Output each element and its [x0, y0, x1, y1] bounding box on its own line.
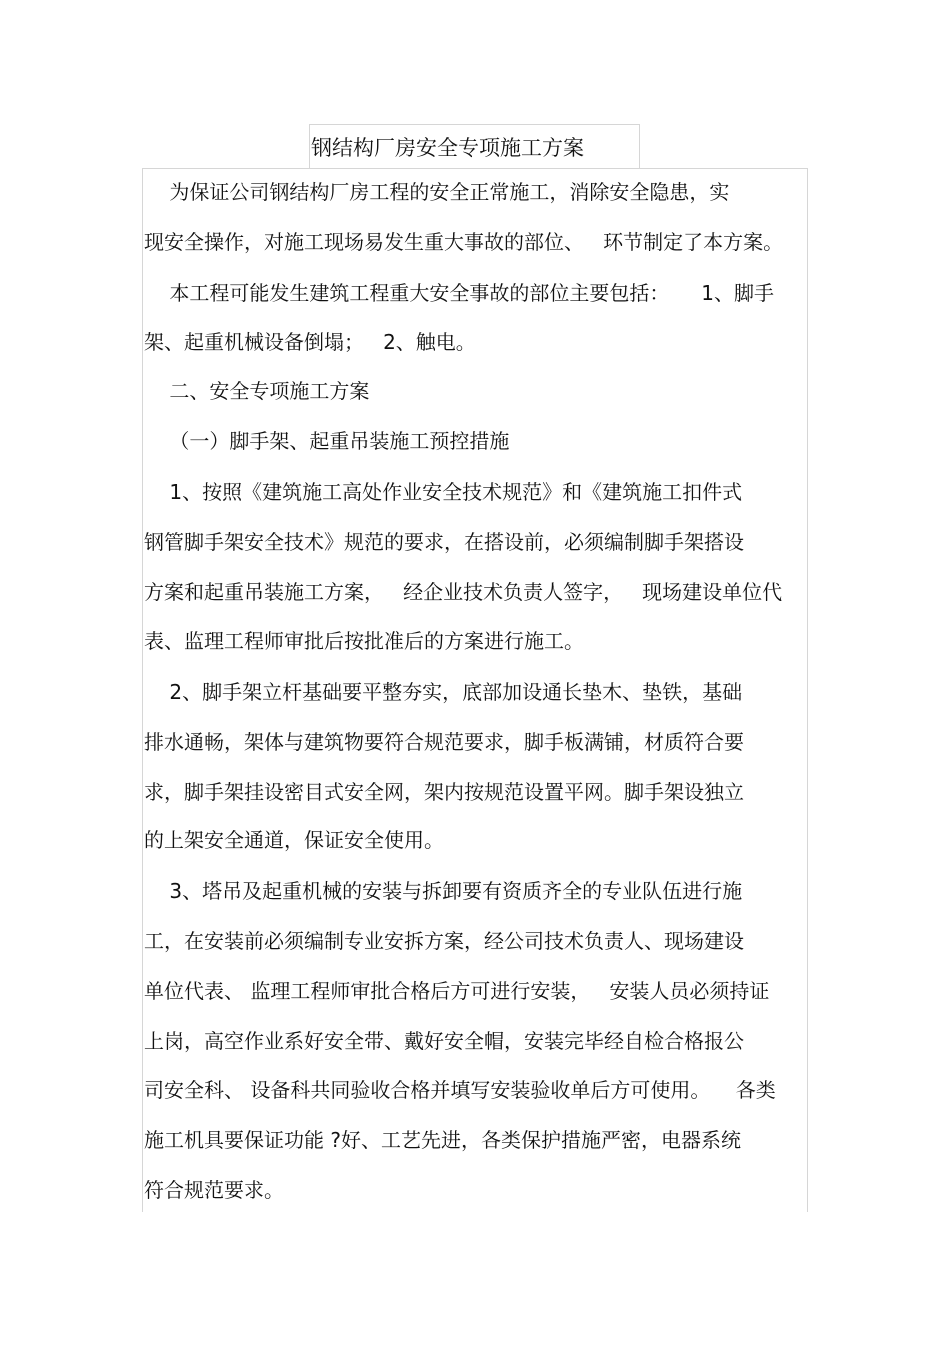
paragraph-line: （一）脚手架、起重吊装施工预控措施 [144, 429, 510, 453]
paragraph-line: 架、起重机械设备倒塌； 2、触电。 [144, 330, 476, 354]
paragraph-line: 本工程可能发生建筑工程重大安全事故的部位主要包括： 1、脚手 [144, 281, 774, 305]
paragraph-line: 3、塔吊及起重机械的安装与拆卸要有资质齐全的专业队伍进行施 [144, 879, 743, 903]
paragraph-line: 方案和起重吊装施工方案， 经企业技术负责人签字， 现场建设单位代 [144, 580, 783, 604]
paragraph-line: 1、按照《建筑施工高处作业安全技术规范》和《建筑施工扣件式 [144, 480, 743, 504]
paragraph-line: 求，脚手架挂设密目式安全网，架内按规范设置平网。脚手架设独立 [144, 780, 744, 804]
paragraph-line: 表、监理工程师审批后按批准后的方案进行施工。 [144, 629, 584, 653]
document-title: 钢结构厂房安全专项施工方案 [311, 136, 584, 160]
paragraph-line: 上岗，高空作业系好安全带、戴好安全帽，安装完毕经自检合格报公 [144, 1029, 744, 1053]
paragraph-line: 钢管脚手架安全技术》规范的要求，在搭设前，必须编制脚手架搭设 [144, 530, 744, 554]
paragraph-line: 二、安全专项施工方案 [144, 379, 370, 403]
paragraph-line: 的上架安全通道，保证安全使用。 [144, 828, 444, 852]
paragraph-line: 施工机具要保证功能 ?好、工艺先进，各类保护措施严密，电器系统 [144, 1128, 741, 1152]
paragraph-line: 单位代表、 监理工程师审批合格后方可进行安装， 安装人员必须持证 [144, 979, 770, 1003]
title-frame [309, 124, 640, 168]
paragraph-line: 为保证公司钢结构厂房工程的安全正常施工，消除安全隐患，实 [144, 180, 730, 204]
paragraph-line: 司安全科、 设备科共同验收合格并填写安装验收单后方可使用。 各类 [144, 1078, 776, 1102]
paragraph-line: 2、脚手架立杆基础要平整夯实，底部加设通长垫木、垫铁，基础 [144, 680, 743, 704]
paragraph-line: 排水通畅，架体与建筑物要符合规范要求，脚手板满铺，材质符合要 [144, 730, 744, 754]
paragraph-line: 现安全操作，对施工现场易发生重大事故的部位、 环节制定了本方案。 [144, 230, 784, 254]
paragraph-line: 符合规范要求。 [144, 1178, 284, 1202]
paragraph-line: 工，在安装前必须编制专业安拆方案，经公司技术负责人、现场建设 [144, 929, 744, 953]
